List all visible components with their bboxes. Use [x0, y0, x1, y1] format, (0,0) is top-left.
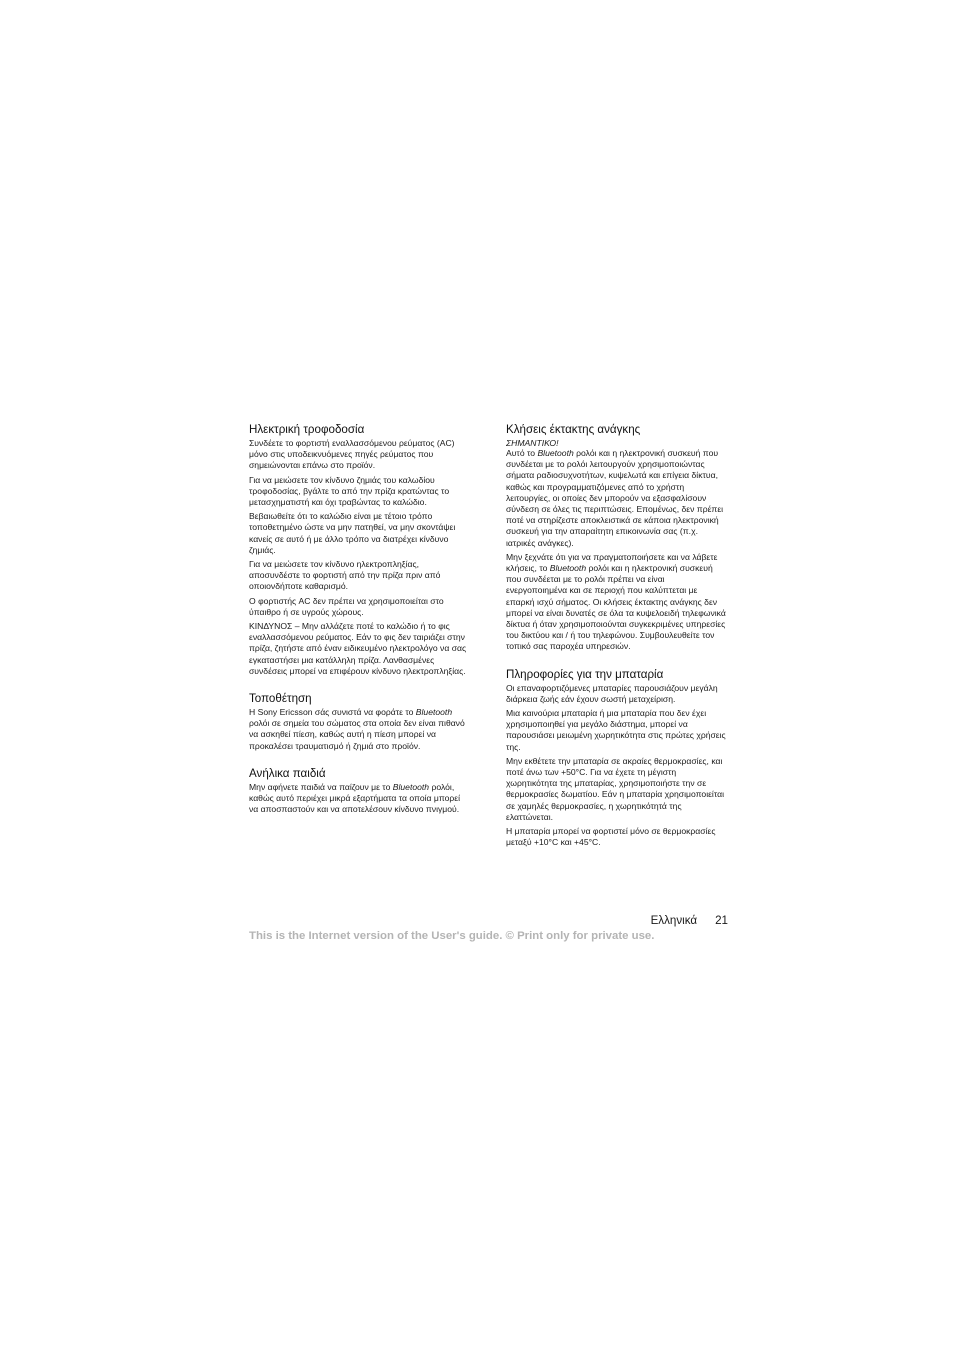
- emergency-paragraph-2: [506, 552, 728, 653]
- emergency-p1-bluetooth-term: Bluetooth: [537, 448, 574, 458]
- power-paragraph-4: Για να μειώσετε τον κίνδυνο ηλεκτροπληξίας, αποσυνδέστε το φορτιστή από την πρίζα πριν από οποιονδήποτε καθαρισμό.: [249, 559, 441, 592]
- right-column: [506, 423, 728, 852]
- placement-section: [249, 692, 471, 752]
- power-paragraph-6: ΚΙΝΔΥΝΟΣ – Μην αλλάζετε ποτέ το καλώδιο ή το φις εναλλασσόμενου ρεύματος. Εάν το φις δεν ταιριάζει στην πρίζα, ζητήστε από έναν ειδικευμένο ηλεκτρολόγο να σας εγκαταστήσει μια κατάλληλη πρίζα. Λανθασμένες συνδέσεις μπορεί να επιφέρουν κίνδυνο ηλεκτροπληξίας.: [249, 621, 467, 676]
- children-paragraph: [249, 782, 471, 816]
- power-paragraph-2: Για να μειώσετε τον κίνδυνο ζημιάς του καλωδίου τροφοδοσίας, βγάλτε το από την πρίζα κρατώντας το μετασχηματιστή και όχι τραβώντας το καλώδιο.: [249, 474, 450, 508]
- battery-paragraph-2: Μια καινούρια μπαταρία ή μια μπαταρία που δεν έχει χρησιμοποιηθεί για μεγάλο διάστημα, μπορεί να παρουσιάσει μειωμένη χωρητικότητα στις πρώτες χρήσεις της.: [506, 708, 726, 752]
- placement-paragraph: [249, 707, 471, 752]
- power-supply-heading: Ηλεκτρική τροφοδοσία: [249, 423, 365, 436]
- placement-text-start: Η Sony Ericsson σάς συνιστά να φοράτε το: [249, 707, 416, 718]
- page-footer: [560, 914, 728, 928]
- emergency-paragraph-1: [506, 448, 728, 549]
- language-label: Ελληνικά: [650, 914, 698, 927]
- battery-heading: Πληροφορίες για την μπαταρία: [506, 667, 664, 681]
- power-paragraph-5: Ο φορτιστής AC δεν πρέπει να χρησιμοποιείται στο ύπαιθρο ή σε υγρούς χώρους.: [249, 595, 444, 617]
- emergency-p2-end: ρολόι και η ηλεκτρονική συσκευή που συνδέεται με το ρολόι πρέπει να είναι ενεργοποιημένα και σε περιοχή που καλύπτεται με επαρκή ισχύ σήματος. Οι κλήσεις έκτακτης ανάγκης δεν μπορεί να είναι δυνατές σε όλα τα κυψελοειδή τηλεφωνικά δίκτυα ή όταν χρησιμοποιούνται συγκεκριμένες υπηρεσίες του δικτύου και / ή του τηλεφώνου. Συμβουλευθείτε τον τοπικό σας παροχέα υπηρεσιών.: [506, 563, 726, 652]
- power-supply-section: [249, 423, 471, 677]
- children-bluetooth-term: Bluetooth: [392, 781, 430, 792]
- battery-paragraph-3: Μην εκθέτετε την μπαταρία σε ακραίες θερμοκρασίες, και ποτέ άνω των +50°C. Για να έχετε τη μέγιστη χωρητικότητα της μπαταρίας, χρησιμοποιήστε την σε θερμοκρασίες δωματίου. Εάν η μπαταρία χρησιμοποιείται σε χαμηλές θερμοκρασίες, η χωρητικότητά της ελαττώνεται.: [506, 755, 724, 822]
- battery-section: [506, 668, 728, 849]
- children-heading: Ανήλικα παιδιά: [249, 766, 326, 780]
- power-paragraph-1: Συνδέετε το φορτιστή εναλλασσόμενου ρεύματος (AC) μόνο στις υποδεικνυόμενες πηγές ρεύματος που σημειώνονται επάνω στο προϊόν.: [249, 438, 455, 471]
- battery-paragraph-4: Η μπαταρία μπορεί να φορτιστεί μόνο σε θερμοκρασίες μεταξύ +10°C και +45°C.: [506, 826, 716, 848]
- placement-text-end: ρολόι σε σημεία του σώματος στα οποία δεν είναι πιθανό να ασκηθεί πίεση, καθώς αυτή η πίεση μπορεί να προκαλέσει τραυματισμό ή ζημιά στο προϊόν.: [249, 718, 465, 751]
- children-text-start: Μην αφήνετε παιδιά να παίζουν με το: [249, 781, 393, 792]
- internet-version-notice: This is the Internet version of the User's guide. © Print only for private use.: [249, 930, 655, 942]
- left-column: [249, 423, 471, 818]
- children-text-end: ρολόι, καθώς αυτό περιέχει μικρά εξαρτήματα τα οποία μπορεί να αποσπαστούν και να αποτελέσουν κίνδυνο πνιγμού.: [249, 781, 461, 815]
- emergency-calls-heading: Κλήσεις έκτακτης ανάγκης: [506, 423, 641, 436]
- emergency-p1-end: ρολόι και η ηλεκτρονική συσκευή που συνδέεται με το ρολόι λειτουργούν χρησιμοποιώντας σήματα ραδιοσυχνοτήτων, κυψελωτά και επίγεια δίκτυα, καθώς και προγραμματιζόμενες από το χρήστη λειτουργίες, οι οποίες δεν μπορούν να εξασφαλίσουν σύνδεση σε όλες τις περιπτώσεις. Επομένως, δεν πρέπει ποτέ να στηρίζεστε αποκλειστικά σε κάποια ηλεκτρονική συσκευή για την απαραίτητη επικοινωνία σας (π.χ. ιατρικές ανάγκες).: [506, 448, 724, 548]
- battery-paragraph-1: Οι επαναφορτιζόμενες μπαταρίες παρουσιάζουν μεγάλη διάρκεια ζωής εάν έχουν σωστή μεταχείριση.: [506, 682, 718, 704]
- emergency-calls-section: [506, 423, 728, 653]
- children-section: [249, 767, 471, 816]
- placement-heading: Τοποθέτηση: [249, 692, 312, 706]
- power-paragraph-3: Βεβαιωθείτε ότι το καλώδιο είναι με τέτοιο τρόπο τοποθετημένο ώστε να μην πατηθεί, να μην σκοντάψει κανείς σε αυτό ή με άλλο τρόπο να διατρέχει κίνδυνο ζημιάς.: [249, 511, 456, 555]
- important-label: ΣΗΜΑΝΤΙΚΟ!: [506, 438, 559, 448]
- emergency-p2-start: Μην ξεχνάτε ότι για να πραγματοποιήσετε και να λάβετε κλήσεις, το: [506, 551, 718, 574]
- placement-bluetooth-term: Bluetooth: [415, 707, 453, 718]
- page-number: 21: [715, 914, 728, 927]
- emergency-p1-start: Αυτό το: [506, 448, 538, 458]
- emergency-p2-bluetooth-term: Bluetooth: [549, 563, 587, 574]
